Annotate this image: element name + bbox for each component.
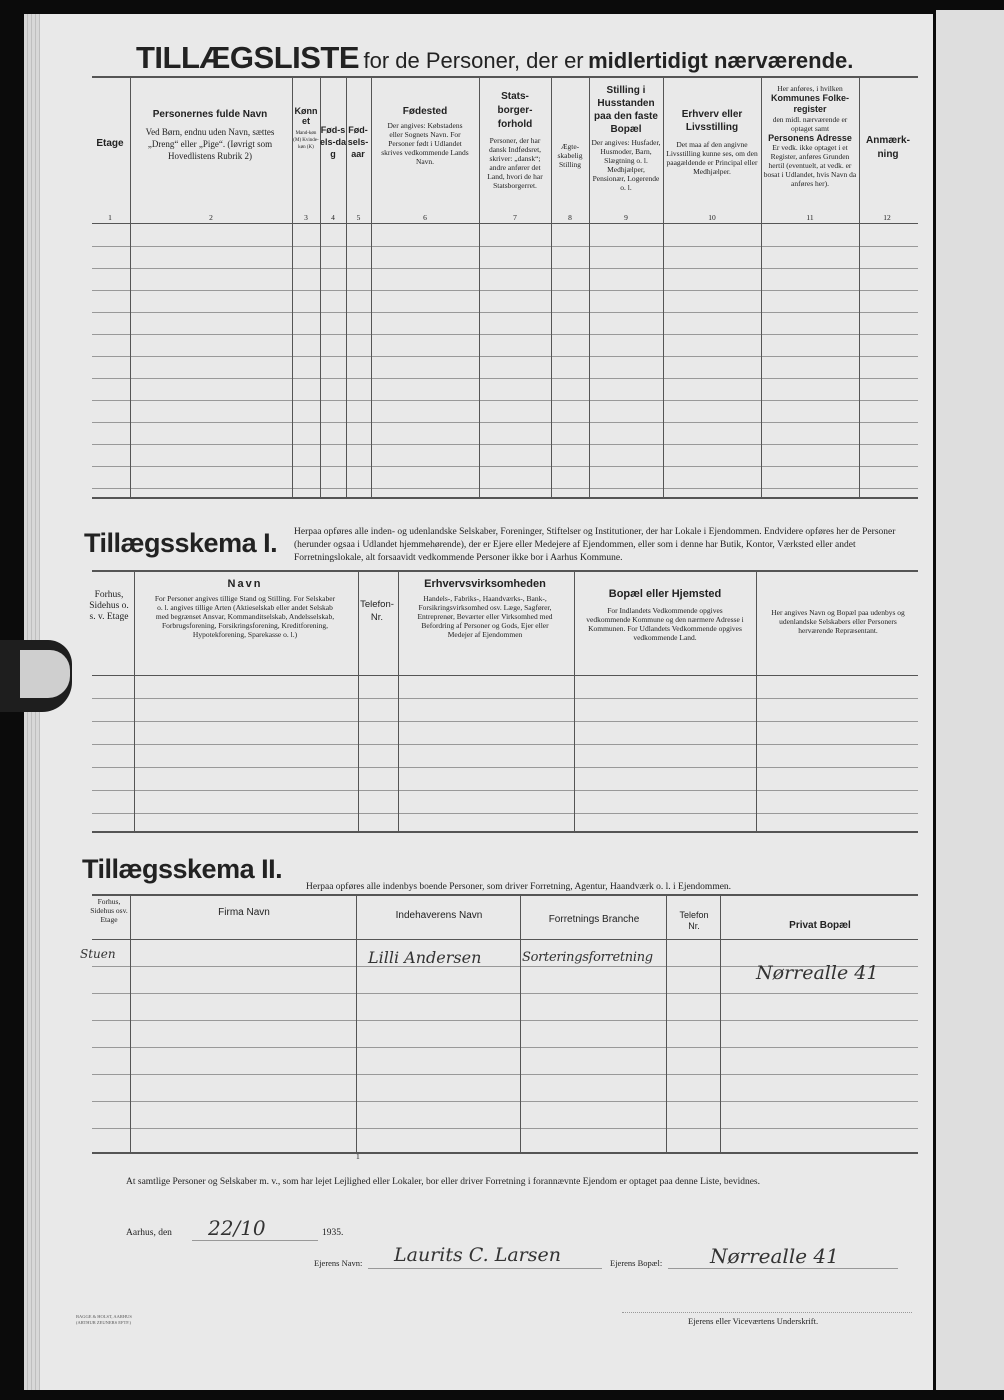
t1-colnum-7: 7 <box>513 213 517 222</box>
t1-colnum-9: 9 <box>624 213 628 222</box>
column-line <box>720 894 721 1152</box>
t1-header-navn <box>130 109 290 162</box>
t1-header-foedselsaar: Fød-sels-aar <box>347 125 369 159</box>
t1-header-anmaerkning: Anmærk-ning <box>866 135 910 160</box>
rule-line <box>92 721 918 722</box>
column-line <box>574 570 575 831</box>
t1-header-folkeregister-sub: Er vedk. ikke optaget i et Register, anføres Grunden hertil (eventuelt, at vedk. er bosat i Udlandet, hvis Navn da anføres her). <box>763 143 857 188</box>
owner-address-handwritten: Nørrealle 41 <box>710 1244 839 1268</box>
s1-header-etage: Forhus, Sidehus o. s. v. Etage <box>89 590 129 622</box>
owner-name-label: Ejerens Navn: <box>314 1258 363 1268</box>
title-bold: midlertidigt nærværende. <box>588 48 854 73</box>
t1-header-navn-sub: Ved Børn, endnu uden Navn, sættes „Dreng“ eller „Pige“. (Iøvrigt som Hovedlistens Rubrik 2) <box>145 127 275 161</box>
s1-header-navn-title: Navn <box>227 578 263 590</box>
t1-colnum-2: 2 <box>209 213 213 222</box>
place-label: Aarhus, den <box>126 1228 172 1238</box>
s1-header-navn-sub: For Personer angives tillige Stand og Stilling. For Selskaber o. l. angives tillige Arten (Aktieselskab eller andet Selskab med begrænset Ansvar, Kommanditselskab, Andelsselskab, Forbrugsforening, Forsikringsforening, Kreditforening, Hypotekforening, Sparekasse o. l.) <box>154 594 336 639</box>
t1-colnum-5: 5 <box>356 213 361 222</box>
t1-header-folkeregister-title: Kommunes Folke-register <box>770 93 849 114</box>
t1-header-foedested-sub: Der angives: Købstadens eller Sognets Navn. For Personer født i Udlandet skrives vedkommende Lands Navn. <box>381 121 469 166</box>
column-line <box>358 570 359 831</box>
owner-address-label: Ejerens Bopæl: <box>610 1258 663 1268</box>
rule-line <box>92 312 918 313</box>
adjacent-page-edge <box>936 10 1004 1390</box>
t1-header-folkeregister-mid: den midl. nærværende er optaget samt <box>772 115 848 133</box>
s2-row1-etage: Stuen <box>80 947 116 961</box>
t1-header-erhverv-title: Erhverv eller Livsstilling <box>681 109 743 133</box>
s2-header-indehaver: Indehaverens Navn <box>395 910 483 921</box>
s2-header-telefon: Telefon Nr. <box>679 910 709 931</box>
t1-colnum-11: 11 <box>806 213 814 222</box>
title-rest: for de Personer, der er <box>363 48 584 73</box>
s1-header-repraesentant: Her angives Navn og Bopæl paa udenbys og udenlandske Selskabers eller Personers herværende Repræsentant. <box>771 608 905 635</box>
t1-header-etage: Etage <box>96 138 124 149</box>
skema2-title: Tillægsskema II. <box>82 854 283 884</box>
rule-line <box>92 400 918 401</box>
column-line <box>520 894 521 1152</box>
rule-line <box>92 1047 918 1048</box>
t1-header-husstand-sub: Der angives: Husfader, Husmoder, Barn, Slægtning o. l. Medhjælper, Pensionær, Logerende o. l. <box>591 138 661 192</box>
rule-line <box>92 698 918 699</box>
rule-line <box>92 444 918 445</box>
s2-header-etage: Forhus, Sidehus osv. Etage <box>90 897 128 924</box>
column-line <box>756 570 757 831</box>
t1-header-koen <box>293 106 319 151</box>
rule-line <box>92 993 918 994</box>
t1-header-erhverv-sub: Det maa af den angivne Livsstilling kunne ses, om den paagældende er Principal eller Medhjælper. <box>666 140 758 176</box>
skema1-intro: Herpaa opføres alle inden- og udenlandske Selskaber, Foreninger, Stiftelser og Institutioner, der har Lokale i Ejendommen. Endvidere opføres her de Personer (herunder ogsaa i Udlandet hjemmehørende), der er Ejere eller Medejere af Ejendommen, eller som i denne har Butik, Kontor, Værksted eller andet Forretningslokale, alt forsaavidt vedkommende Personer ikke bor i Aarhus Kommune. <box>294 527 896 563</box>
t1-header-erhverv <box>664 108 760 176</box>
date-handwritten: 22/10 <box>208 1216 266 1240</box>
rule-line <box>92 1128 918 1129</box>
s1-header-navn <box>134 578 356 639</box>
binder-clip-inner <box>20 650 70 698</box>
rule-line <box>92 813 918 814</box>
s1-header-bopael-title: Bopæl eller Hjemsted <box>608 588 722 600</box>
printer-note: BAGGE & HOLST, AARHUS (ARTHUR ZEUNERS EFTF.) <box>76 1314 132 1325</box>
t1-header-folkeregister-pre: Her anføres, i hvilken <box>777 84 843 93</box>
t1-header-statsborger <box>480 90 550 190</box>
s2-row1-branche: Sorteringsforretning <box>522 950 653 965</box>
rule-line <box>92 466 918 467</box>
t1-colnum-1: 1 <box>108 213 112 222</box>
skema2-intro: Herpaa opføres alle indenbys boende Personer, som driver Forretning, Agentur, Haandværk o. l. i Ejendommen. <box>306 882 732 892</box>
declaration-text: At samtlige Personer og Selskaber m. v., som har lejet Lejlighed eller Lokaler, bor eller driver Forretning i forannævnte Ejendom er optaget paa denne Liste, bevidnes. <box>126 1177 760 1187</box>
column-line <box>130 894 131 1152</box>
t1-header-husstand-title: Stilling i Husstanden paa den faste Bopæl <box>594 85 658 135</box>
t1-header-folkeregister <box>762 84 858 188</box>
column-line <box>859 76 860 497</box>
t1-header-husstand <box>590 84 662 192</box>
rule-line <box>92 488 918 489</box>
s2-header-branche: Forretnings Branche <box>548 914 640 925</box>
t1-header-statsborger-sub: Personer, der har dansk Indfødsret, skriver: „dansk“; andre anfører det Land, hvori de har Statsborgerret. <box>487 136 543 190</box>
column-line <box>356 894 357 1152</box>
t1-colnum-8: 8 <box>568 213 572 222</box>
rule-line <box>92 1074 918 1075</box>
s1-header-erhverv <box>398 578 572 639</box>
year: 1935. <box>322 1228 344 1238</box>
t1-header-foedested <box>372 106 478 166</box>
t1-colnum-10: 10 <box>708 213 716 222</box>
title-main: TILLÆGSLISTE <box>136 40 360 75</box>
s1-header-erhverv-title: Erhvervsvirksomheden <box>424 578 546 590</box>
t1-header-koen-sub: Mand-køn (M) Kvinde-køn (K) <box>293 131 319 150</box>
rule-line <box>92 767 918 768</box>
signature-label: Ejerens eller Viceværtens Underskrift. <box>688 1316 819 1326</box>
rule-line <box>92 356 918 357</box>
s1-header-telefon: Telefon-Nr. <box>360 599 394 623</box>
t1-header-aegteskab: Ægte-skabelig Stilling <box>557 142 583 169</box>
rule-line <box>92 422 918 423</box>
rule-line <box>92 744 918 745</box>
rule-line <box>92 268 918 269</box>
form-page <box>40 14 933 1390</box>
s2-footnote-mark: 1 <box>356 1152 360 1161</box>
t1-header-koen-title: Kønnet <box>294 106 318 126</box>
t1-colnum-3: 3 <box>304 213 308 222</box>
t1-header-foedested-title: Fødested <box>402 106 448 117</box>
s1-header-bopael-sub: For Indlandets Vedkommende opgives vedkommende Kommune og den nærmere Adresse i Kommunen. For Udlandets Vedkommende opgives vedkommende Land. <box>586 606 744 642</box>
column-line <box>666 894 667 1152</box>
t1-header-statsborger-title: Stats-borger-forhold <box>497 91 533 130</box>
t1-colnum-12: 12 <box>883 213 891 222</box>
s2-row1-bopael: Nørrealle 41 <box>756 962 879 984</box>
rule-line <box>92 1020 918 1021</box>
skema1-title: Tillægsskema I. <box>84 528 278 558</box>
t1-header-navn-title: Personernes fulde Navn <box>152 109 268 120</box>
column-line <box>551 76 552 497</box>
t1-colnum-4: 4 <box>331 213 335 222</box>
s2-row1-indehaver: Lilli Andersen <box>368 948 482 967</box>
t1-header-folkeregister-title2: Personens Adresse <box>768 133 852 143</box>
owner-name-handwritten: Laurits C. Larsen <box>394 1244 561 1266</box>
rule-line <box>92 290 918 291</box>
rule-line <box>92 1101 918 1102</box>
rule-line <box>92 378 918 379</box>
s1-header-bopael <box>576 588 754 642</box>
rule-line <box>92 334 918 335</box>
s2-header-bopael: Privat Bopæl <box>789 920 851 931</box>
s1-header-erhverv-sub: Handels-, Fabriks-, Haandværks-, Bank-, Forsikringsvirksomhed osv. Læge, Sagfører, Entreprenør, Beværter eller Virksomhed med Befordring af Personer og Gods, Ejer eller Medejer af Ejendommen <box>417 594 553 639</box>
t1-header-foedselsdag: Fød-sels-dag <box>320 125 347 159</box>
t1-colnum-6: 6 <box>423 213 427 222</box>
s2-header-firma: Firma Navn <box>218 907 270 918</box>
rule-line <box>92 246 918 247</box>
page-title <box>136 40 896 76</box>
rule-line <box>92 790 918 791</box>
